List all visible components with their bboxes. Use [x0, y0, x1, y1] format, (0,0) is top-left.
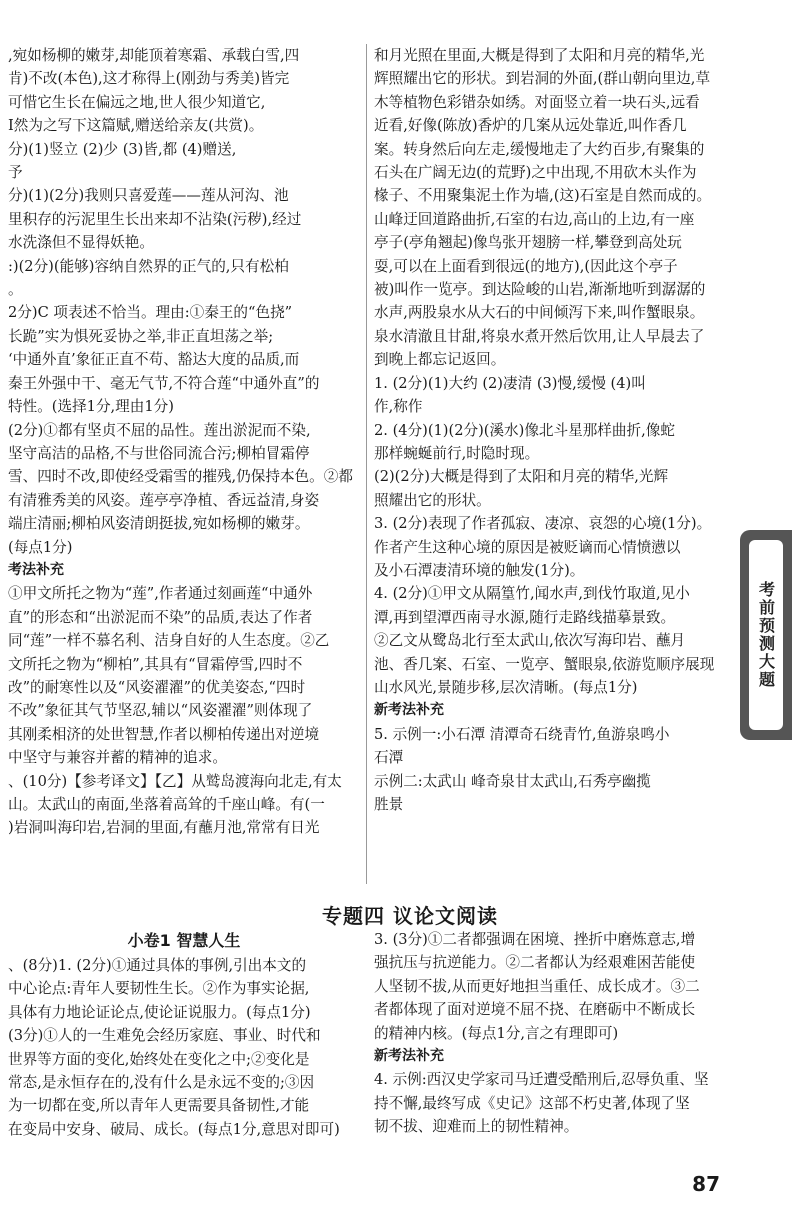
text-line: 辉照耀出它的形状。到岩洞的外面,(群山朝向里边,草 — [374, 70, 711, 88]
text-line: 被)叫作一览亭。到达险峻的山岩,渐渐地听到潺潺的 — [374, 281, 706, 299]
text-line: )岩洞叫海印岩,岩洞的里面,有蘸月池,常常有日光 — [8, 819, 320, 837]
text-line: 有清雅秀美的风姿。莲亭亭净植、香远益清,身姿 — [8, 491, 320, 509]
text-line: 的精神内核。(每点1分,言之有理即可) — [374, 1024, 619, 1042]
text-line: 持不懈,最终写成《史记》这部不朽史著,体现了坚 — [374, 1094, 690, 1112]
subtitle: 小卷1 智慧人生 — [127, 931, 241, 950]
side-tab — [740, 530, 792, 740]
text-line: 山。太武山的南面,坐落着高耸的千座山峰。有(一 — [8, 796, 325, 813]
text-line: 坚守高洁的品格,不与世俗同流合污;柳柏冒霜停 — [8, 444, 310, 462]
text-line: 和月光照在里面,大概是得到了太阳和月亮的精华,光 — [374, 47, 705, 64]
bottom-left-column — [8, 928, 360, 1158]
text-line: 、(10分)【参考译文】【乙】从鹫岛渡海向北走,有太 — [8, 772, 342, 790]
text-line: 、(8分)1. (2分)①通过具体的事例,引出本文的 — [8, 957, 307, 974]
text-line: (每点1分) — [8, 538, 73, 556]
column-divider — [366, 44, 367, 884]
text-line: 中坚守与兼容并蓄的精神的追求。 — [8, 749, 227, 767]
text-line: 可惜它生长在偏远之地,世人很少知道它, — [8, 93, 266, 111]
text-line: 长跪”实为惧死妥协之举,非正直坦荡之举; — [8, 327, 274, 345]
side-tab-inner — [749, 540, 783, 730]
text-line: 石头在广阔无边(的荒野)之中出现,不用砍木头作为 — [374, 164, 697, 182]
text-line: 潭,再到望潭西南寻水源,随行走路线描摹景致。 — [374, 608, 676, 626]
text-line: 具体有力地论证论点,使论证说服力。(每点1分) — [8, 1003, 311, 1021]
text-line: 里积存的污泥里生长出来却不沾染(污秽),经过 — [8, 210, 302, 228]
page-number: 87 — [692, 1172, 720, 1196]
side-tab-label: 考前预测大题 — [756, 581, 776, 689]
section-title: 专题四 议论文阅读 — [322, 904, 498, 928]
text-line: 中心论点:青年人要韧性生长。②作为事实论据, — [8, 980, 310, 998]
text-line: 新考法补充 — [374, 1048, 444, 1065]
text-line: 3. (3分)①二者都强调在困境、挫折中磨炼意志,增 — [374, 931, 696, 948]
text-line: 文所托之物为“柳柏”,其具有“冒霜停雪,四时不 — [8, 655, 303, 673]
text-line: 木等植物色彩错杂如绣。对面竖立着一块石头,远看 — [374, 93, 700, 111]
text-line: 者都体现了面对逆境不屈不挠、在磨砺中不断成长 — [374, 1001, 696, 1019]
text-line: 2. (4分)(1)(2分)(溪水)像北斗星那样曲折,像蛇 — [374, 421, 675, 439]
text-line: 考法补充 — [8, 561, 64, 578]
text-line: 新考法补充 — [374, 702, 444, 719]
text-line: ①甲文所托之物为“莲”,作者通过刻画莲“中通外 — [8, 585, 313, 603]
text-line: 5. 示例一:小石潭 清潭奇石绕青竹,鱼游泉鸣小 — [374, 725, 670, 743]
text-line: 强抗压与抗逆能力。②二者都认为经艰难困苦能使 — [374, 954, 696, 972]
text-line: 山水风光,景随步移,层次清晰。(每点1分) — [374, 678, 638, 696]
text-line: 。 — [8, 281, 23, 299]
text-line: ②乙文从鹭岛北行至太武山,依次写海印岩、蘸月 — [374, 632, 686, 650]
text-line: 肯)不改(本色),这才称得上(刚劲与秀美)皆完 — [8, 70, 290, 88]
text-line: I然为之写下这篇赋,赠送给亲友(共赏)。 — [8, 117, 264, 135]
text-line: 端庄清丽;柳柏风姿清朗挺拔,宛如杨柳的嫩芽。 — [8, 515, 310, 533]
text-line: 为一切都在变,所以青年人更需要具备韧性,才能 — [8, 1097, 310, 1115]
text-line: 其刚柔相济的处世智慧,作者以柳柏传递出对逆境 — [8, 725, 320, 743]
text-line: 1. (2分)(1)大约 (2)凄清 (3)慢,缓慢 (4)叫 — [374, 374, 646, 392]
text-line: ‘中通外直’象征正直不苟、豁达大度的品质,而 — [8, 351, 300, 369]
text-line: 山峰迂回道路曲折,石室的右边,高山的上边,有一座 — [374, 210, 695, 228]
text-line: 石潭 — [374, 749, 404, 767]
text-line: 到晚上都忘记返回。 — [374, 351, 506, 369]
text-line: 作,称作 — [374, 398, 423, 416]
text-line: 耍,可以在上面看到很远(的地方),(因此这个亭子 — [374, 257, 678, 275]
text-line: 亭子(亭角翘起)像鸟张开翅膀一样,攀登到高处玩 — [374, 234, 682, 252]
text-line: 特性。(选择1分,理由1分) — [8, 398, 174, 416]
text-line: 池、香几案、石室、一览亭、蟹眼泉,依游览顺序展现 — [374, 655, 715, 673]
text-line: 及小石潭凄清环境的触发(1分)。 — [374, 561, 585, 579]
bottom-right-column — [374, 928, 742, 1158]
right-column — [374, 44, 742, 902]
text-line: 那样蜿蜒前行,时隐时现。 — [374, 444, 540, 462]
text-line: 分)(1)(2分)我则只喜爱莲——莲从河沟、池 — [8, 187, 289, 205]
text-line: 改”的耐寒性以及“风姿濯濯”的优美姿态,“四时 — [8, 678, 306, 696]
text-line: 同“莲”一样不慕名利、洁身自好的人生态度。②乙 — [8, 632, 330, 650]
text-line: 2分)C 项表述不恰当。理由:①秦王的“色挠” — [8, 304, 293, 322]
text-line: (2分)①都有坚贞不屈的品性。莲出淤泥而不染, — [8, 421, 311, 439]
text-line: 雪、四时不改,即使经受霜雪的摧残,仍保持本色。②都 — [8, 468, 353, 486]
text-line: 人坚韧不拔,从而更好地担当重任、成长成才。③二 — [374, 977, 700, 995]
text-line: 4. (2分)①甲文从隔篁竹,闻水声,到伐竹取道,见小 — [374, 585, 690, 603]
text-line: 案。转身然后向左走,缓慢地走了大约百步,有聚集的 — [374, 140, 705, 158]
text-line: ,宛如杨柳的嫩芽,却能顶着寒霜、承载白雪,四 — [8, 47, 300, 64]
text-line: 不改”象征其气节坚忍,辅以“风姿濯濯”则体现了 — [8, 702, 313, 720]
text-line: 照耀出它的形状。 — [374, 491, 491, 509]
text-line: 予 — [8, 164, 23, 182]
text-line: 直”的形态和“出淤泥而不染”的品质,表达了作者 — [8, 608, 313, 626]
text-line: 水声,两股泉水从大石的中间倾泻下来,叫作蟹眼泉。 — [374, 304, 705, 322]
text-line: 韧不拔、迎难而上的韧性精神。 — [374, 1118, 579, 1136]
text-line: 世界等方面的变化,始终处在变化之中;②变化是 — [8, 1050, 310, 1068]
text-line: 作者产生这种心境的原因是被贬谪而心情愤懑以 — [374, 538, 681, 556]
text-line: 椽子、不用聚集泥土作为墙,(这)石室是自然而成的。 — [374, 187, 712, 205]
bottom-left-lines — [8, 954, 360, 1141]
text-line: (2)(2分)大概是得到了太阳和月亮的精华,光辉 — [374, 468, 669, 486]
text-line: 常态,是永恒存在的,没有什么是永远不变的;③因 — [8, 1074, 315, 1092]
text-line: (3分)①人的一生难免会经历家庭、事业、时代和 — [8, 1027, 321, 1045]
text-line: 泉水清澈且甘甜,将泉水煮开然后饮用,让人早晨去了 — [374, 327, 705, 345]
left-column — [8, 44, 360, 902]
text-line: 3. (2分)表现了作者孤寂、凄凉、哀怨的心境(1分)。 — [374, 515, 712, 533]
text-line: 在变局中安身、破局、成长。(每点1分,意思对即可) — [8, 1120, 340, 1138]
text-line: 水洗涤但不显得妖艳。 — [8, 234, 154, 252]
text-line: 近看,好像(陈放)香炉的几案从远处靠近,叫作香几 — [374, 117, 687, 135]
text-line: 示例二:太武山 峰奇泉甘太武山,石秀亭幽揽 — [374, 772, 651, 790]
text-line: 4. 示例:西汉史学家司马迁遭受酷刑后,忍辱负重、坚 — [374, 1071, 709, 1089]
text-line: 分)(1)竖立 (2)少 (3)皆,都 (4)赠送, — [8, 140, 237, 158]
text-line: 胜景 — [374, 796, 404, 813]
text-line: :)(2分)(能够)容纳自然界的正气的,只有松柏 — [8, 257, 289, 275]
text-line: 秦王外强中干、毫无气节,不符合莲“中通外直”的 — [8, 374, 320, 392]
